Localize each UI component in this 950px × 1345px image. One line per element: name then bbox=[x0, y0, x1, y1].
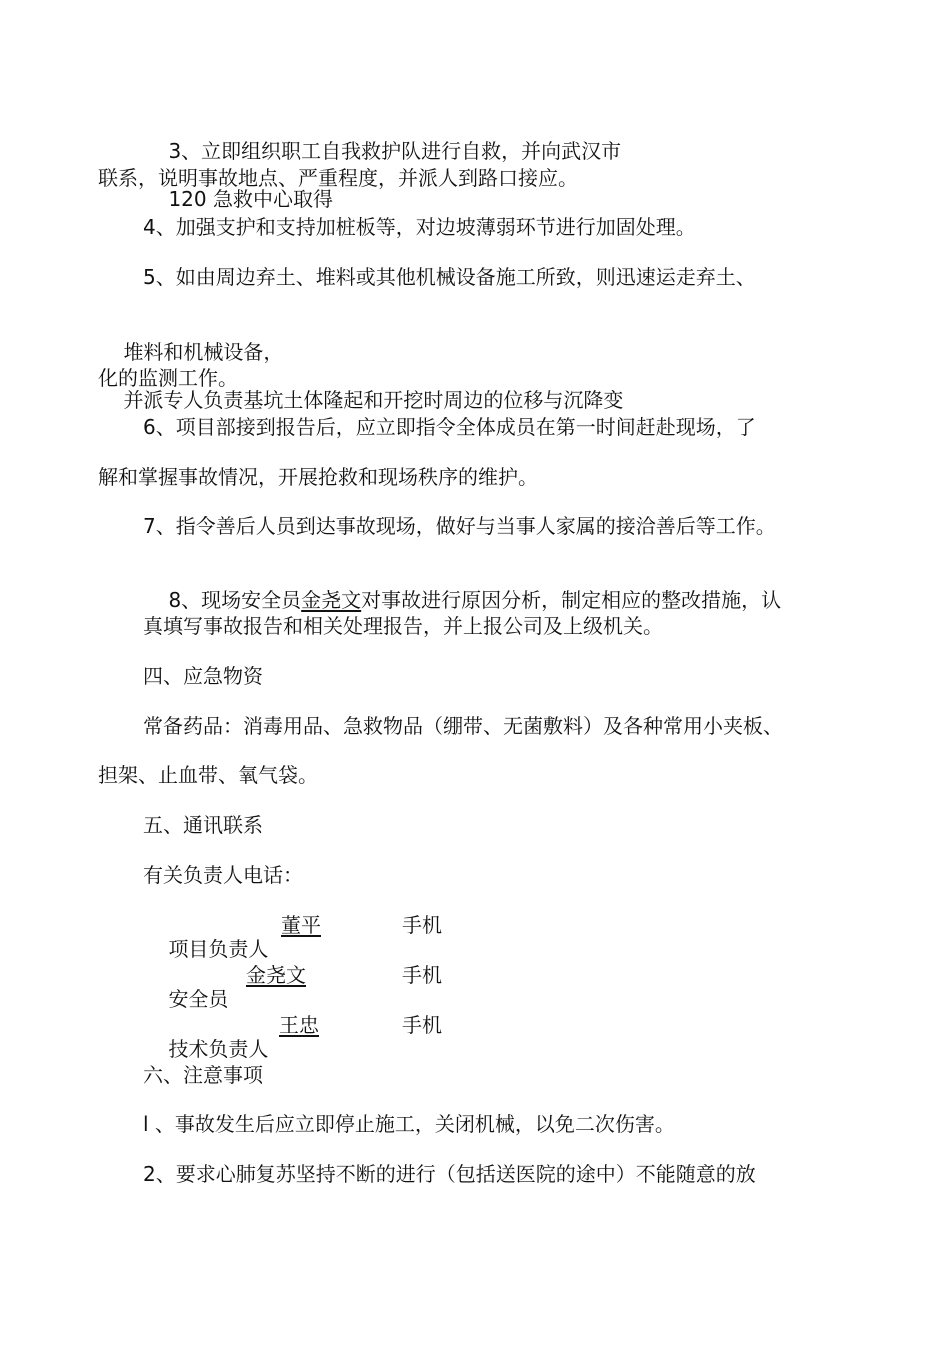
contact-phone-label: 手机 bbox=[402, 913, 442, 937]
item-4-line: 4、加强支护和支持加桩板等，对边坡薄弱环节进行加固处理。 bbox=[143, 215, 696, 239]
contact-name: 金尧文 bbox=[246, 963, 306, 987]
item-6-line-2: 解和掌握事故情况，开展抢救和现场秩序的维护。 bbox=[98, 465, 538, 489]
contact-role: 项目负责人 bbox=[168, 937, 269, 961]
item-8-line-1 bbox=[143, 564, 782, 612]
section-6-item-1: l 、事故发生后应立即停止施工，关闭机械，以免二次伤害。 bbox=[143, 1112, 675, 1136]
item-6-line-1: 6、项目部接到报告后，应立即指令全体成员在第一时间赶赴现场，了 bbox=[143, 415, 756, 439]
item-7-line: 7、指令善后人员到达事故现场，做好与当事人家属的接洽善后等工作。 bbox=[143, 514, 776, 538]
item-8-line-2: 真填写事故报告和相关处理报告，并上报公司及上级机关。 bbox=[143, 614, 663, 638]
safety-officer-name: 金尧文 bbox=[301, 588, 362, 612]
contact-name: 董平 bbox=[281, 913, 321, 937]
contact-name: 王忠 bbox=[279, 1013, 319, 1037]
section-4-line-1: 常备药品：消毒用品、急救物品（绷带、无菌敷料）及各种常用小夹板、 bbox=[143, 714, 783, 738]
contact-row bbox=[143, 963, 229, 1011]
contact-phone-label: 手机 bbox=[402, 1013, 442, 1037]
item-8-text-pre: 8、现场安全员 bbox=[168, 588, 302, 612]
item-3-text-a: 3、立即组织职工自我救护队进行自救，并向武汉市 bbox=[168, 139, 622, 163]
contact-row bbox=[143, 913, 269, 961]
section-6-item-2: 2、要求心肺复苏坚持不断的进行（包括送医院的途中）不能随意的放 bbox=[143, 1162, 756, 1186]
section-4-line-2: 担架、止血带、氧气袋。 bbox=[98, 763, 318, 787]
item-5-line-1: 5、如由周边弃土、堆料或其他机械设备施工所致，则迅速运走弃土、 bbox=[143, 265, 756, 289]
section-6-heading: 六、注意事项 bbox=[143, 1063, 263, 1087]
item-5-text-b: 堆料和机械设备， bbox=[123, 340, 284, 364]
section-4-heading: 四、应急物资 bbox=[143, 664, 263, 688]
contact-phone-label: 手机 bbox=[402, 963, 442, 987]
item-8-text-post: 对事故进行原因分析，制定相应的整改措施，认 bbox=[361, 588, 782, 612]
item-5-text-c: 并派专人负责基坑土体隆起和开挖时周边的位移与沉降变 bbox=[123, 388, 624, 412]
contact-role: 技术负责人 bbox=[168, 1037, 269, 1061]
item-3-text-b: 120 急救中心取得 bbox=[168, 187, 333, 211]
contact-role: 安全员 bbox=[168, 987, 229, 1011]
section-5-heading: 五、通讯联系 bbox=[143, 813, 263, 837]
section-5-intro: 有关负责人电话： bbox=[143, 863, 303, 887]
item-3-line-2: 联系，说明事故地点、严重程度，并派人到路口接应。 bbox=[98, 166, 578, 190]
contact-row bbox=[143, 1013, 269, 1061]
item-5-line-3: 化的监测工作。 bbox=[98, 366, 238, 390]
